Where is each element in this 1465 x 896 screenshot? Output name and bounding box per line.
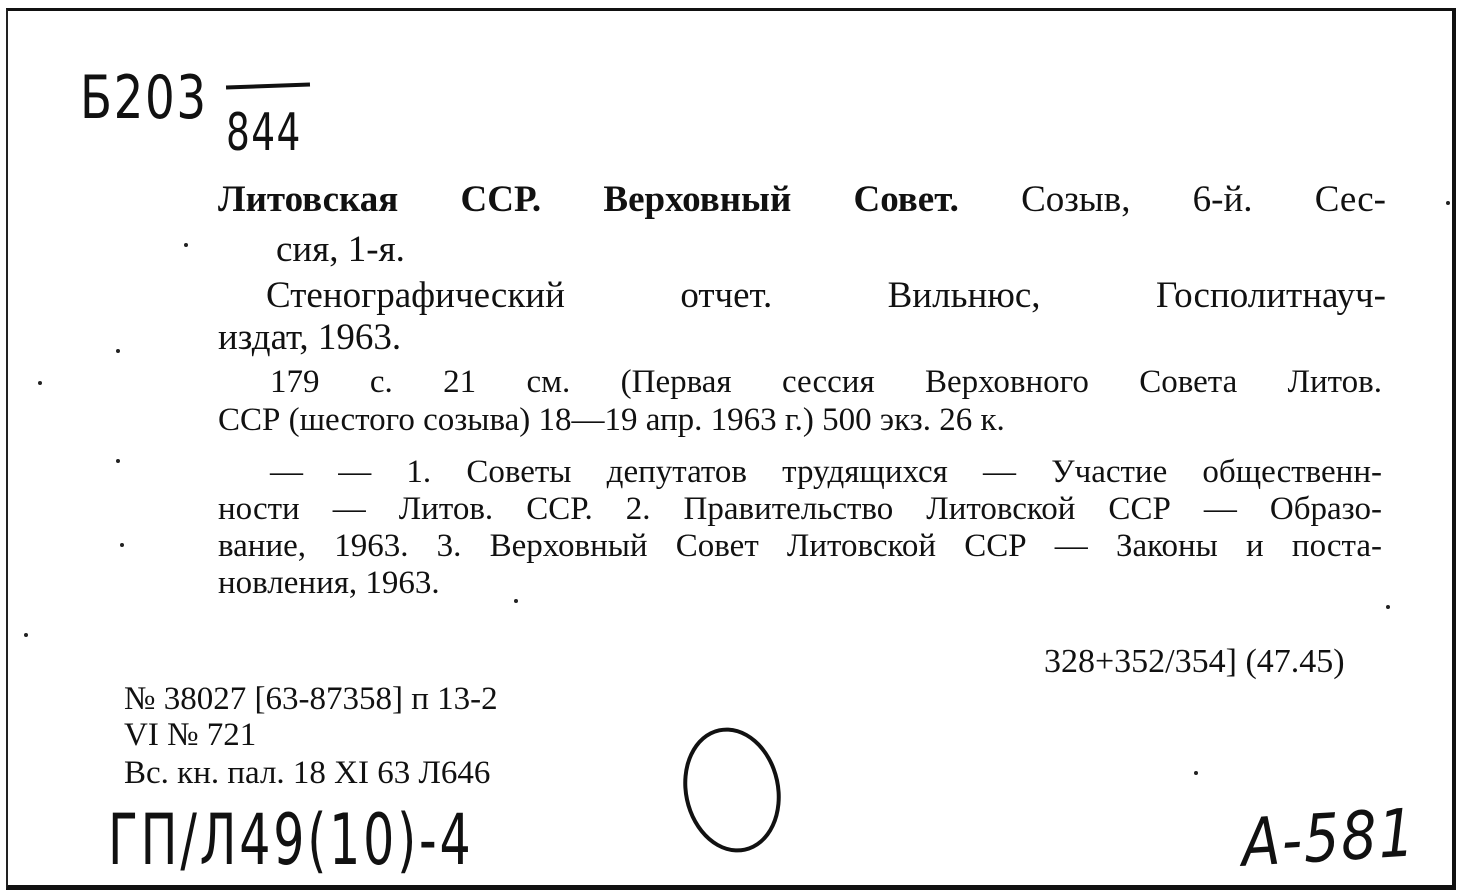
speck <box>514 599 518 603</box>
heading-rest: Созыв, 6-й. Сес- <box>958 179 1386 220</box>
heading-continuation: сия, 1-я. <box>276 229 405 270</box>
speck <box>1386 605 1390 609</box>
heading-line <box>218 179 1386 221</box>
oval-stamp <box>672 718 792 861</box>
collation-line-2: ССР (шестого созыва) 18—19 апр. 1963 г.) 500 экз. 26 к. <box>218 402 1005 438</box>
speck <box>38 381 42 385</box>
card-number-line: № 38027 [63-87358] п 13-2 <box>124 681 498 717</box>
speck <box>1194 771 1198 775</box>
collation-line-1: 179 с. 21 см. (Первая сессия Верховного Совета Литов. <box>270 364 1382 400</box>
speck <box>184 243 188 247</box>
speck <box>24 633 28 637</box>
speck <box>120 543 124 547</box>
handwritten-inventory-number: A-581 <box>1240 794 1418 882</box>
shelf-mark-rule <box>226 83 310 90</box>
title-line-2: издат, 1963. <box>218 317 402 358</box>
vi-number-line: VI № 721 <box>124 717 257 753</box>
classification-index: 328+352/354] (47.45) <box>1044 643 1345 680</box>
subjects-line-3: вание, 1963. 3. Верховный Совет Литовской ССР — Законы и поста- <box>218 528 1382 564</box>
speck <box>1446 201 1450 205</box>
speck <box>116 459 120 463</box>
shelf-mark-top: Б203 <box>80 63 208 133</box>
book-chamber-line: Вс. кн. пал. 18 XI 63 Л646 <box>124 755 491 791</box>
title-line-1: Стенографический отчет. Вильнюс, Госполитнауч- <box>266 275 1386 316</box>
subjects-line-2: ности — Литов. ССР. 2. Правительство Литовской ССР — Образо- <box>218 491 1382 527</box>
catalog-card <box>6 8 1456 890</box>
shelf-mark-bottom: 844 <box>226 103 302 163</box>
subjects-line-4: новления, 1963. <box>218 565 440 601</box>
handwritten-call-number: ГП/Л49(10)-4 <box>108 799 474 881</box>
speck <box>116 349 120 353</box>
subjects-line-1: — — 1. Советы депутатов трудящихся — Участие общественн- <box>270 454 1382 490</box>
heading-bold: Литовская ССР. Верховный Совет. <box>218 179 959 220</box>
